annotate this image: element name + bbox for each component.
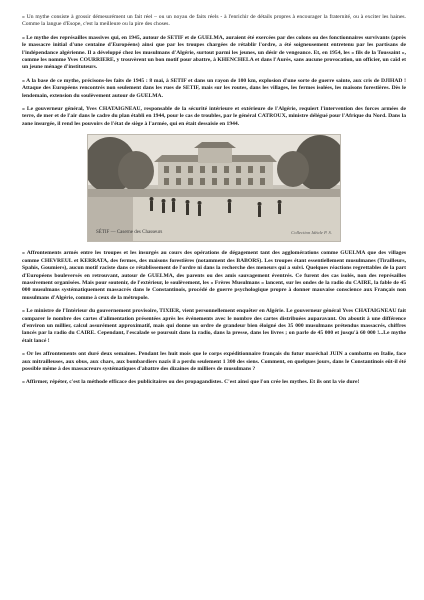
document-page bbox=[22, 14, 406, 387]
paragraph-governor: « Le gouverneur général, Yves CHATAIGNEAU, responsable de la sécurité intérieure et extérieure de l'Algérie, requiert l'intervention des forces armées de terre, de mer et de l'air dans le cadre du plan établi en 1944, pour le cas de troubles, par le général CATROUX, ministre délégué pour l'Afrique du Nord. Dans la zone insurgée, il rend les pouvoirs de l'état de siège à l'armée, qui en était dessaisie en 1944. bbox=[22, 106, 406, 127]
paragraph-conclusion: « Affirmer, répéter, c'est la méthode efficace des publicitaires ou des propagandistes. C'est ainsi que l'on crée les mythes. Et ils ont la vie dure! bbox=[22, 379, 360, 386]
historic-photo bbox=[87, 134, 341, 242]
paragraph-confrontations: « Affrontements armés entre les troupes et les insurgés au cours des opérations de dégagement tant des agglomérations comme GUELMA que des villages comme CHEVREUL et KERRATA, des fermes, des maisons forestières (notamment des BABORS). Les troupes étant essentiellement musulmanes (Tirailleurs, Spahis, Goumiers), aucun motif raciste dans ce rétablissement de l'ordre ni dans la recherche des meneurs qui a suivi. Quelques réactions regrettables de la part d'Européens bouleversés en retrouvant, autour de GUELMA, des parents ou des amis sauvagement éventrés. Ce furent des cas isolés, non des représailles massivement organisées. Mais pour soutenir, de l'extérieur, le soulèvement, les « Frères Musulmans » lancent, sur les ondes de la radio du CAIRE, la fable de 45 000 musulmans systématiquement massacrés dans le Constantinois, procédé de guerre psychologique propre à donner mauvaise conscience aux Français non musulmans d'Algérie, comme à ceux de la métropole. bbox=[22, 250, 406, 301]
photo-caption: SÉTIF — Caserne des Chasseurs bbox=[96, 230, 163, 236]
paragraph-minister: « Le ministre de l'Intérieur du gouvernement provisoire, TIXIER, vient personnellement enquêter en Algérie. Le gouverneur général Yves CHATAIGNEAU fait comparer le nombre des cartes d'alimentation présentées après les événements avec le nombre des cartes distribuées auparavant. On aboutit à une différence d'environ un millier, calcul assurément approximatif, mais qui donne un ordre de grandeur bien éloigné des 35 000 musulmans prétendus massacrés, chiffres lancés par la radio du CAIRE. Cependant, l'escalade se poursuit dans la radio, dans la presse, dans les livres ; on parle de 45 000 et jusqu'à 60 000 !...Le mythe était lancé ! bbox=[22, 308, 406, 344]
photo-illustration bbox=[88, 135, 340, 241]
paragraph-facts-1945: « A la base de ce mythe, précisons-les faits de 1945 : 8 mai, à SETIF et dans un rayon de 100 km, explosion d'une sorte de guerre sainte, aux cris de DJIHAD ! Attaque des Européens rencontrés non seulement dans les rues de SETIF, mais sur les routes, dans les villages, les fermes isolées, les maisons forestières. Dès le lendemain, extension du soulèvement autour de GUELMA. bbox=[22, 77, 406, 99]
paragraph-intro: « Un mythe consiste à grossir démesurément un fait réel – ou un noyau de faits réels - à l'enrichir de détails propres à encourager la fraternité, ou à exciter les haines. Comme la langue d'Esope, c'est la meilleure ou la pire des choses. bbox=[22, 14, 406, 28]
paragraph-myth-reprisals: « Le mythe des représailles massives qui, en 1945, autour de SETIF et de GUELMA, auraient été exercées par des colons ou des fonctionnaires survivants (après le massacre initial d'une centaine d'Européens) ainsi que par les troupes chargées de rétablir l'ordre, a été soigneusement entretenu par les partisans de l'indépendance algérienne. Il a développé chez les musulmans d'Algérie, surtout parmi les jeunes, un désir de vengeance. Et, en 1954, les « fils de la Toussaint », comme les nomme Yves COURRIERE, y trouvèrent un bon motif pour abattre, à KHENCHELA et dans l'Aurès, sans aucune provocation, un officier, un caïd et un jeune ménage d'instituteurs. bbox=[22, 34, 406, 71]
photo-credit: Collection Idéale P. S. bbox=[291, 230, 332, 236]
paragraph-italy-comparison: « Or les affrontements ont duré deux semaines. Pendant les huit mois que le corps expéditionnaire français du futur maréchal JUIN a combattu en Italie, face aux mitrailleuses, aux obus, aux chars, aux bombardiers nazis il a perdu seulement 1 300 des siens. Comment, en quelques jours, dans le Constantinois eût-il été possible même à des massacreurs systématiques d'abattre des dizaines de milliers de musulmans ? bbox=[22, 351, 406, 372]
